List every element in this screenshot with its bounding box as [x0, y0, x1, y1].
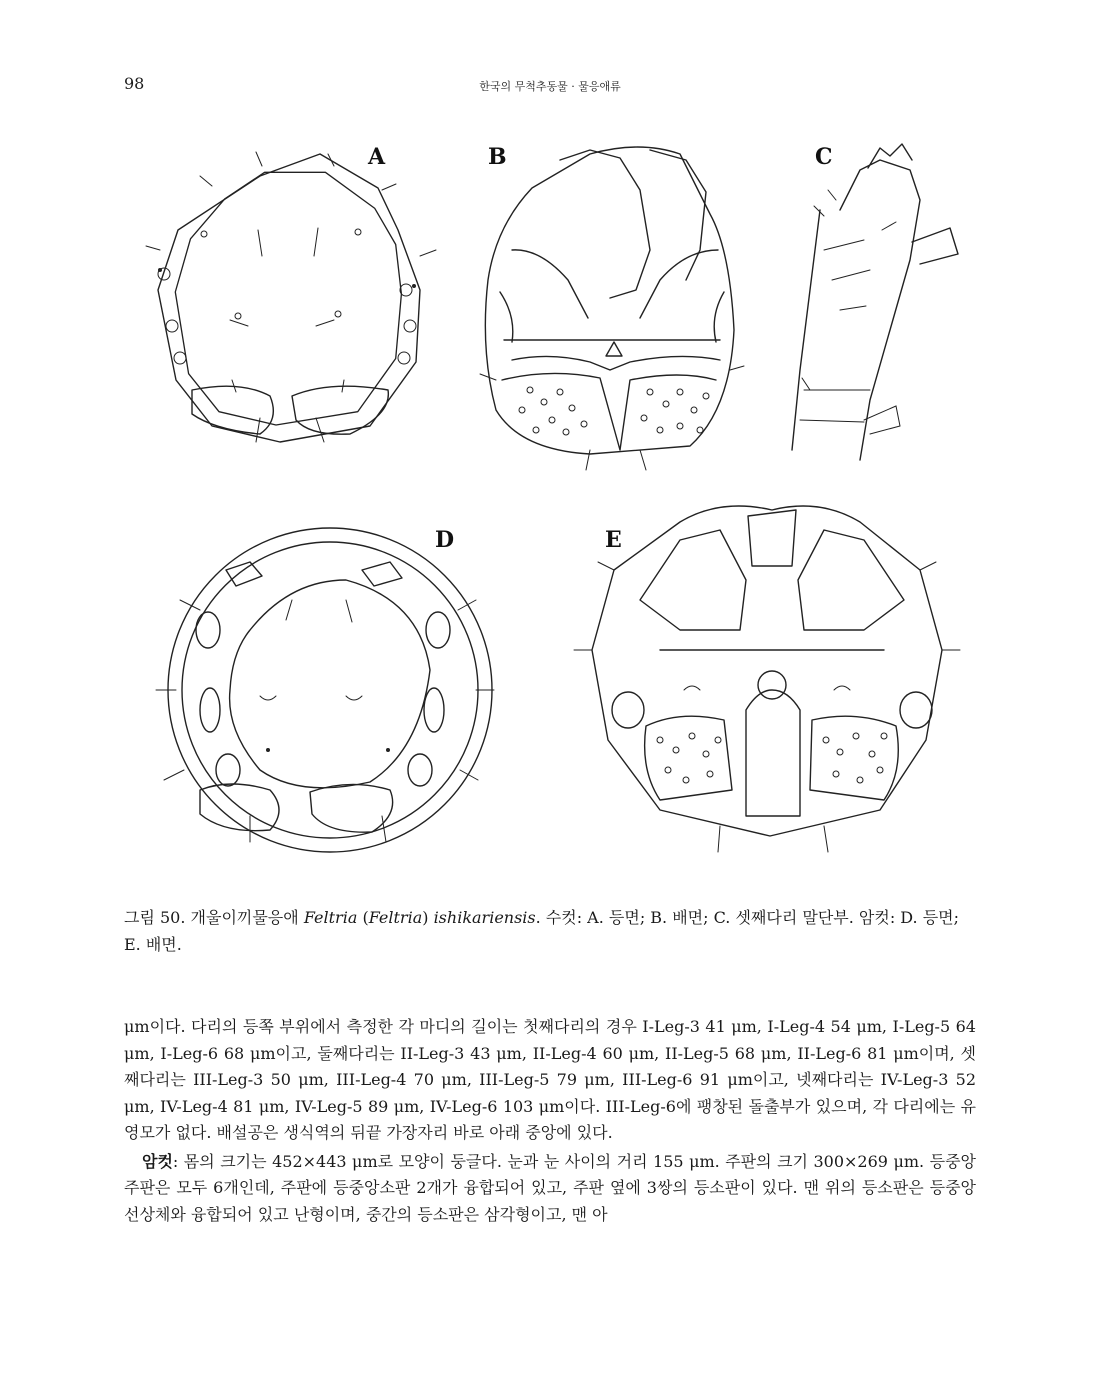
caption-rest: . 수컷: A. 등면; B. 배면; C. 셋째다리 말단부. 암컷: D. 등면; E. 배면.	[124, 908, 960, 954]
page-number: 98	[124, 74, 145, 93]
mite-illustrations	[120, 130, 1000, 890]
caption-species: ishikariensis	[433, 908, 536, 927]
panel-c-drawing	[792, 144, 958, 460]
caption-subgenus-close: )	[422, 908, 434, 927]
panel-label-d: D	[435, 527, 455, 553]
caption-subgenus: Feltria	[368, 908, 423, 927]
panel-a-drawing	[146, 152, 436, 442]
figure-caption	[124, 904, 976, 958]
figure-50	[120, 130, 1000, 890]
paragraph-1: μm이다. 다리의 등쪽 부위에서 측정한 각 마디의 길이는 첫째다리의 경우 I-Leg-3 41 μm, I-Leg-4 54 μm, I-Leg-5 64 μm, I-Leg-6 68 μm이고, 둘째다리는 II-Leg-3 43 μm, II-Leg-4 60 μm, II-Leg-5 68 μm, II-Leg-6 81 μm이며, 셋째다리는 III-Leg-3 50 μm, III-Leg-4 70 μm, III-Leg-5 79 μm, III-Leg-6 91 μm이고, 넷째다리는 IV-Leg-3 52 μm, IV-Leg-4 81 μm, IV-Leg-5 89 μm, IV-Leg-6 103 μm이다. III-Leg-6에 팽창된 돌출부가 있으며, 각 다리에는 유영모가 없다. 배설공은 생식역의 뒤끝 가장자리 바로 아래 중앙에 있다.	[124, 1017, 976, 1142]
panel-label-b: B	[488, 144, 507, 170]
panel-d-drawing	[156, 528, 494, 852]
paragraph-2	[124, 1149, 976, 1229]
body-text	[124, 1014, 976, 1228]
caption-genus: Feltria	[303, 908, 358, 927]
running-title: 한국의 무척추동물 · 물응애류	[479, 80, 621, 93]
page-header	[124, 74, 976, 100]
panel-label-a: A	[368, 144, 386, 170]
panel-b-drawing	[480, 147, 744, 470]
panel-label-e: E	[605, 527, 622, 553]
paragraph-2-text: : 몸의 크기는 452×443 μm로 모양이 둥글다. 눈과 눈 사이의 거리 155 μm. 주판의 크기 300×269 μm. 등중앙주판은 모두 6개인데, 주판에 등중앙소판 2개가 융합되어 있고, 주판 옆에 3쌍의 등소판이 있다. 맨 위의 등소판은 등중앙선상체와 융합되어 있고 난형이며, 중간의 등소판은 삼각형이고, 맨 아	[124, 1151, 976, 1224]
caption-prefix: 그림 50. 개울이끼물응애	[124, 908, 304, 927]
caption-subgenus-open: (	[357, 908, 369, 927]
panel-e-drawing	[574, 506, 960, 852]
panel-label-c: C	[815, 144, 833, 170]
paragraph-2-lead: 암컷	[142, 1151, 173, 1171]
